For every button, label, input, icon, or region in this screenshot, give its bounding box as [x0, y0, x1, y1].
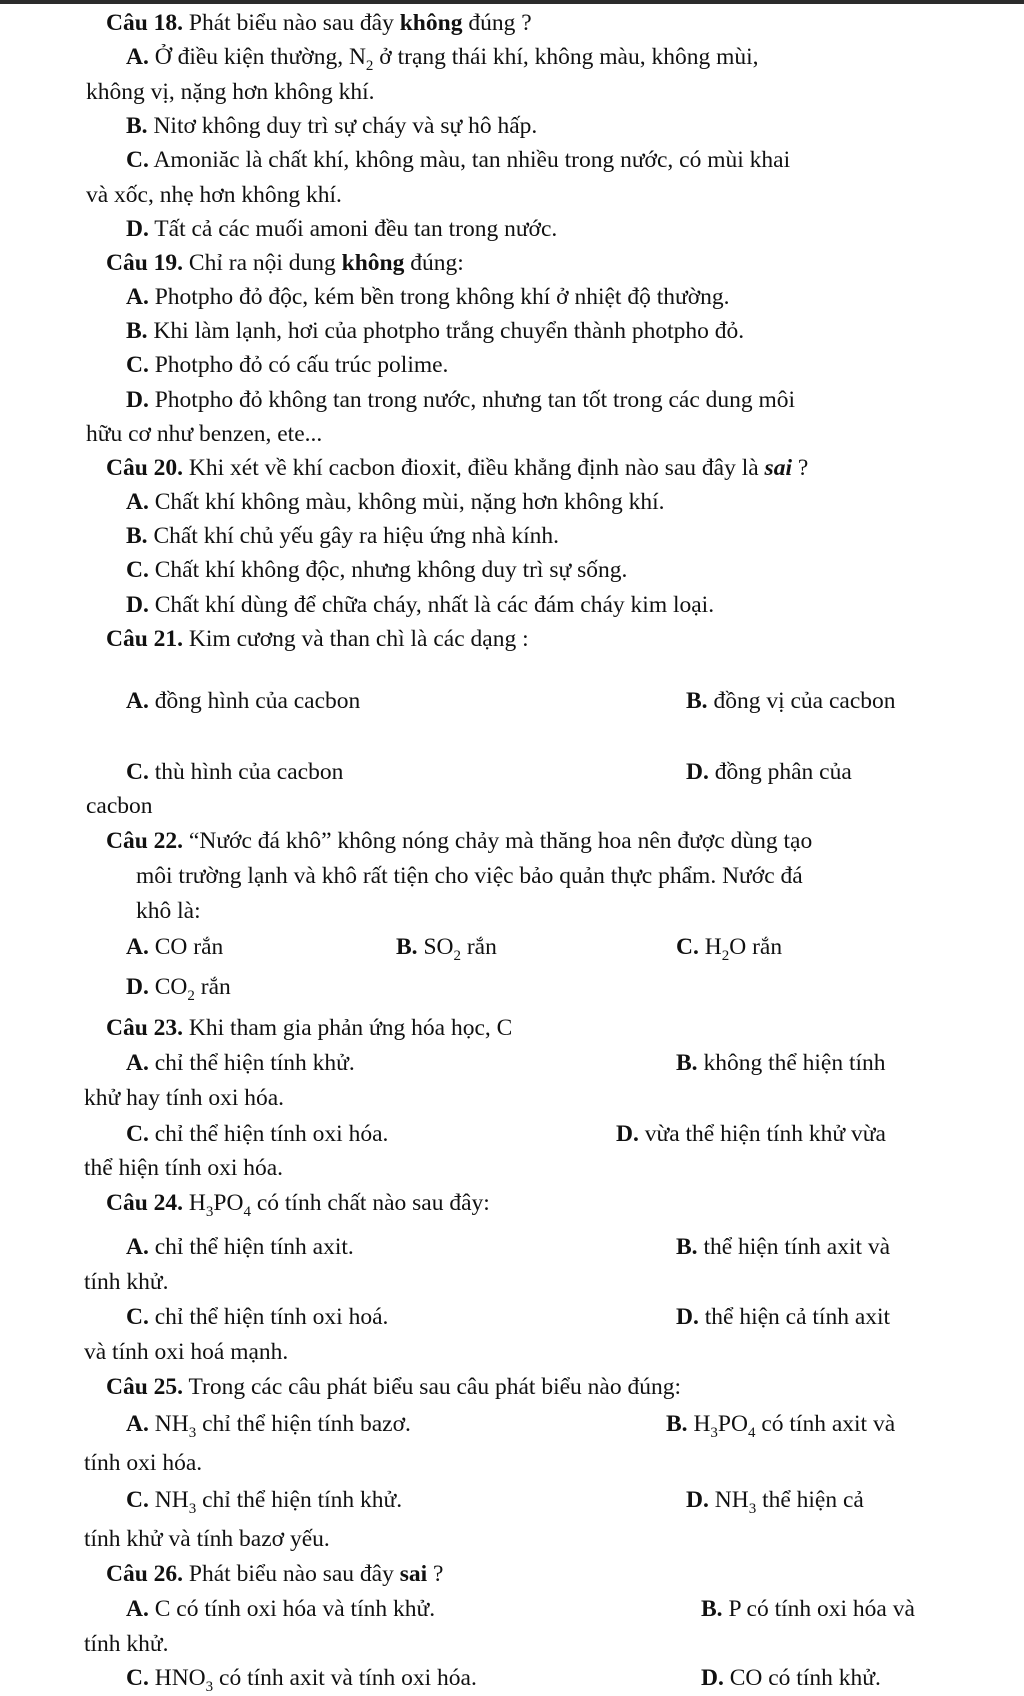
q21-option-d-cont: cacbon	[86, 793, 153, 819]
q25-option-d-cont: tính khử và tính bazơ yếu.	[84, 1526, 330, 1552]
q24-stem: Câu 24. $H_3PO_4$ có tính chất nào sau đây:	[106, 1190, 490, 1220]
q22-option-c: C. $H_2O$ rắn	[676, 934, 783, 964]
q23-option-d-cont: thể hiện tính oxi hóa.	[84, 1155, 284, 1181]
q26-option-b-cont: tính khử.	[84, 1631, 169, 1657]
q22-stem: Câu 22. “Nước đá khô” không nóng chảy mà thăng hoa nên được dùng tạo	[106, 828, 813, 854]
q21-stem: Câu 21. Kim cương và than chì là các dạng :	[106, 626, 529, 652]
q25-option-d: D. $NH_3$ thể hiện cả	[686, 1487, 864, 1517]
q18-option-d: D. Tất cả các muối amoni đều tan trong nước.	[126, 216, 558, 242]
q19-option-b: B. Khi làm lạnh, hơi của photpho trắng chuyển thành photpho đỏ.	[126, 318, 745, 344]
q18-option-b: B. Nitơ không duy trì sự cháy và sự hô hấp.	[126, 113, 538, 139]
q23-option-b-cont: khử hay tính oxi hóa.	[84, 1085, 285, 1111]
q18-stem: Câu 18. Phát biểu nào sau đây không đúng ?	[106, 10, 532, 36]
q24-option-c: C. chỉ thể hiện tính oxi hoá.	[126, 1304, 389, 1330]
q26-option-d: D. CO có tính khử.	[701, 1665, 881, 1691]
q20-option-b: B. Chất khí chủ yếu gây ra hiệu ứng nhà kính.	[126, 523, 560, 549]
q20-option-a: A. Chất khí không màu, không mùi, nặng hơn không khí.	[126, 489, 665, 515]
q24-option-d-cont: và tính oxi hoá mạnh.	[84, 1339, 289, 1365]
q26-option-a: A. C có tính oxi hóa và tính khử.	[126, 1596, 436, 1622]
q21-option-b: B. đồng vị của cacbon	[686, 688, 896, 714]
q18-option-a-cont: không vị, nặng hơn không khí.	[86, 79, 375, 105]
q25-option-b: B. $H_3PO_4$ có tính axit và	[666, 1411, 896, 1441]
q22-option-b: B. $SO_2$ rắn	[396, 934, 497, 964]
q23-option-a: A. chỉ thể hiện tính khử.	[126, 1050, 355, 1076]
q22-stem-cont-2: khô là:	[136, 898, 201, 924]
q22-stem-cont-1: môi trường lạnh và khô rất tiện cho việc bảo quản thực phẩm. Nước đá	[136, 863, 803, 889]
q24-option-a: A. chỉ thể hiện tính axit.	[126, 1234, 354, 1260]
q26-option-c: C. $HNO_3$ có tính axit và tính oxi hóa.	[126, 1665, 477, 1695]
q19-stem: Câu 19. Chỉ ra nội dung không đúng:	[106, 250, 464, 276]
q19-option-d-cont: hữu cơ như benzen, ete...	[86, 421, 323, 447]
q19-option-d: D. Photpho đỏ không tan trong nước, nhưng tan tốt trong các dung môi	[126, 387, 796, 413]
q18-option-a: A. Ở điều kiện thường, $N_2$ ở trạng thái khí, không màu, không mùi,	[126, 44, 759, 74]
q23-stem: Câu 23. Khi tham gia phản ứng hóa học, C	[106, 1015, 513, 1041]
q19-option-a: A. Photpho đỏ độc, kém bền trong không khí ở nhiệt độ thường.	[126, 284, 730, 310]
q20-option-c: C. Chất khí không độc, nhưng không duy trì sự sống.	[126, 557, 628, 583]
q24-option-d: D. thể hiện cả tính axit	[676, 1304, 891, 1330]
top-edge-bar	[0, 0, 1024, 4]
q23-option-b: B. không thể hiện tính	[676, 1050, 886, 1076]
q26-option-b: B. P có tính oxi hóa và	[701, 1596, 915, 1622]
q21-option-c: C. thù hình của cacbon	[126, 759, 344, 785]
q26-stem: Câu 26. Phát biểu nào sau đây sai ?	[106, 1561, 444, 1587]
q25-stem: Câu 25. Trong các câu phát biểu sau câu phát biểu nào đúng:	[106, 1374, 681, 1400]
q20-option-d: D. Chất khí dùng để chữa cháy, nhất là các đám cháy kim loại.	[126, 592, 715, 618]
q24-option-b-cont: tính khử.	[84, 1269, 169, 1295]
q23-option-d: D. vừa thể hiện tính khử vừa	[616, 1121, 886, 1147]
q19-option-c: C. Photpho đỏ có cấu trúc polime.	[126, 352, 449, 378]
q25-option-b-cont: tính oxi hóa.	[84, 1450, 203, 1476]
q21-option-d: D. đồng phân của	[686, 759, 852, 785]
q25-option-c: C. $NH_3$ chỉ thể hiện tính khử.	[126, 1487, 403, 1517]
q18-option-c: C. Amoniăc là chất khí, không màu, tan nhiều trong nước, có mùi khai	[126, 147, 791, 173]
q18-option-c-cont: và xốc, nhẹ hơn không khí.	[86, 182, 342, 208]
q25-option-a: A. $NH_3$ chỉ thể hiện tính bazơ.	[126, 1411, 411, 1441]
q21-option-a: A. đồng hình của cacbon	[126, 688, 361, 714]
q22-option-a: A. CO rắn	[126, 934, 224, 960]
q20-stem: Câu 20. Khi xét về khí cacbon đioxit, điều khẳng định nào sau đây là sai ?	[106, 455, 809, 481]
q24-option-b: B. thể hiện tính axit và	[676, 1234, 891, 1260]
q23-option-c: C. chỉ thể hiện tính oxi hóa.	[126, 1121, 389, 1147]
q22-option-d: D. $CO_2$ rắn	[126, 974, 231, 1004]
